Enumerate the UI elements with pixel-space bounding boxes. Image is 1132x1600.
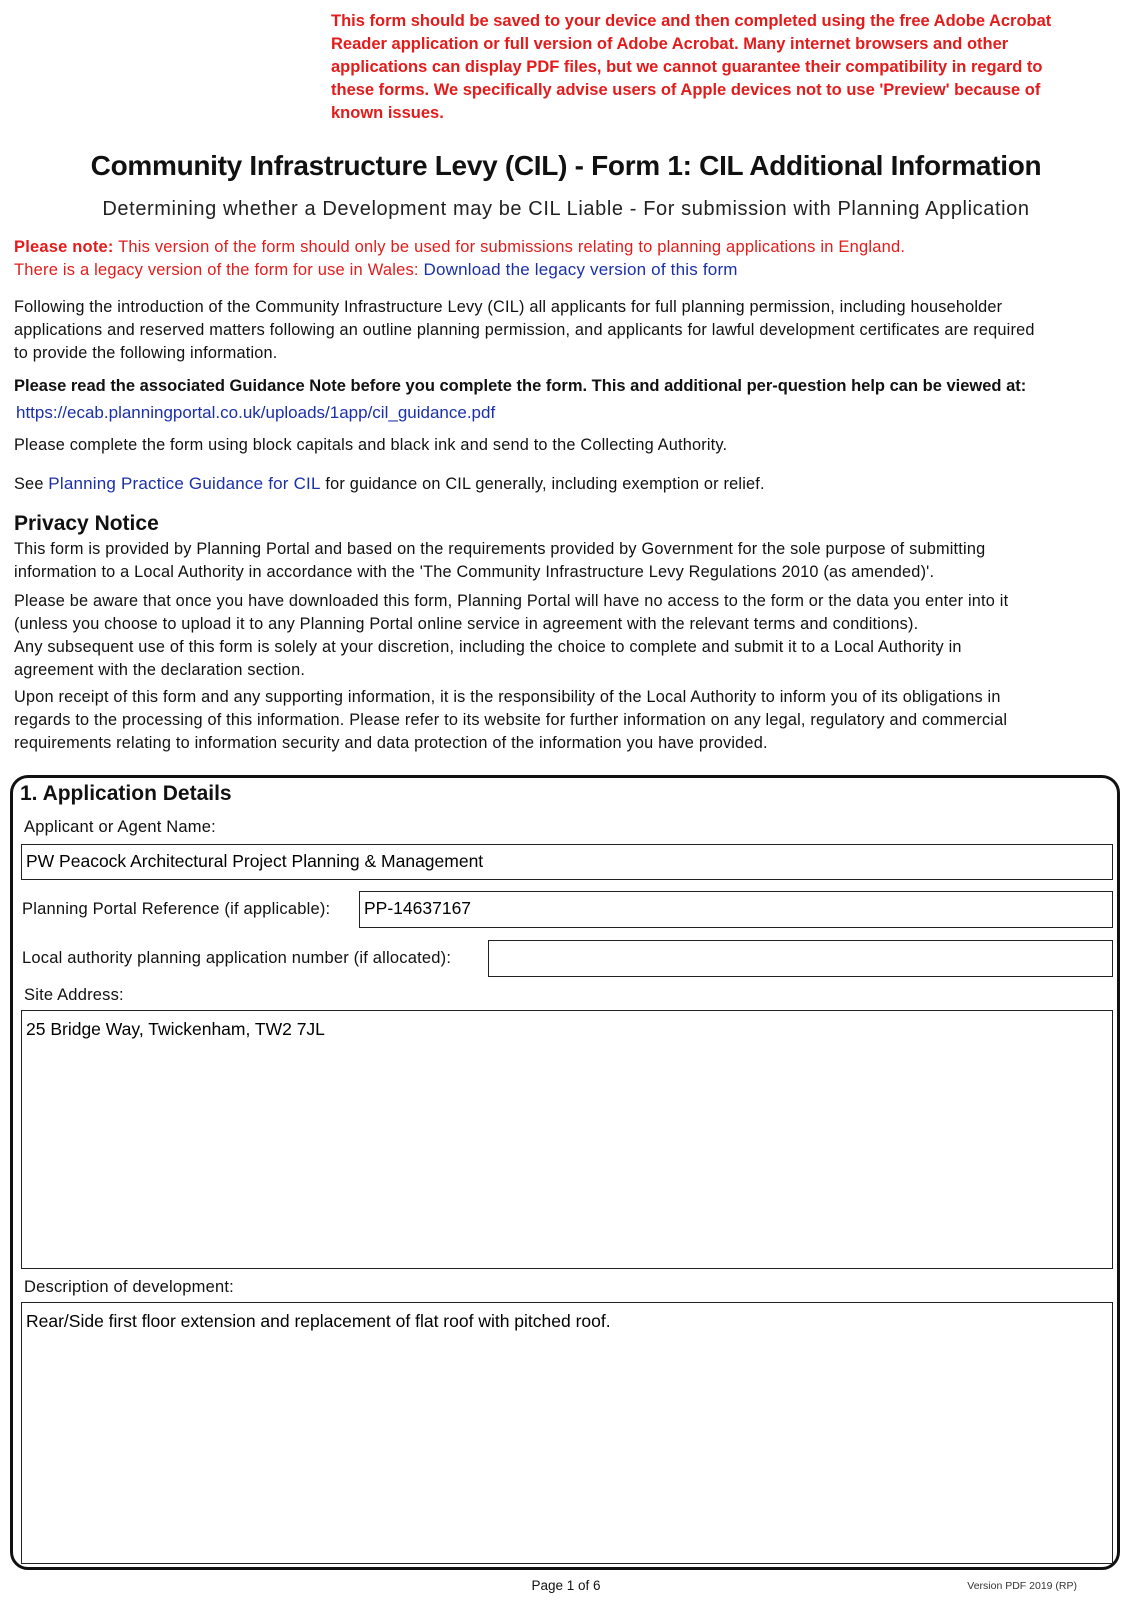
note-text: This version of the form should only be used for submissions relating to planning applications in England. — [113, 238, 906, 256]
warning-line: Reader application or full version of Adobe Acrobat. Many internet browsers and other — [331, 35, 1009, 53]
form-title: Community Infrastructure Levy (CIL) - Form 1: CIL Additional Information — [90, 150, 1042, 181]
intro-line: Following the introduction of the Community Infrastructure Levy (CIL) all applicants for full planning permission, including householder — [14, 298, 1003, 316]
intro-line: to provide the following information. — [14, 344, 278, 362]
privacy-line: information to a Local Authority in accordance with the 'The Community Infrastructure Levy Regulations 2010 (as amended)'. — [14, 563, 935, 581]
warning-line: This form should be saved to your device and then completed using the free Adobe Acrobat — [331, 12, 1052, 30]
privacy-heading: Privacy Notice — [14, 512, 159, 535]
form-subtitle: Determining whether a Development may be CIL Liable - For submission with Planning Application — [102, 198, 1030, 220]
legacy-text: There is a legacy version of the form for use in Wales: — [14, 261, 424, 279]
intro-line: applications and reserved matters following an outline planning permission, and applicants for lawful development certificates are required — [14, 321, 1035, 339]
device-warning — [331, 10, 1121, 125]
agent-name-label: Applicant or Agent Name: — [24, 818, 216, 836]
section-title: 1. Application Details — [20, 782, 232, 805]
site-address-field[interactable]: 25 Bridge Way, Twickenham, TW2 7JL — [21, 1010, 1113, 1269]
privacy-line: Please be aware that once you have downloaded this form, Planning Portal will have no access to the form or the data you enter into it — [14, 592, 1009, 610]
description-field[interactable]: Rear/Side first floor extension and replacement of flat roof with pitched roof. — [21, 1302, 1113, 1564]
site-address-label: Site Address: — [24, 986, 124, 1004]
privacy-line: requirements relating to information security and data protection of the information you have provided. — [14, 734, 768, 752]
privacy-paragraph-3 — [14, 686, 1119, 755]
privacy-line: agreement with the declaration section. — [14, 661, 306, 679]
block-capitals-instruction: Please complete the form using block capitals and black ink and send to the Collecting Authority. — [14, 436, 728, 454]
privacy-line: Upon receipt of this form and any supporting information, it is the responsibility of the Local Authority to inform you of its obligations in — [14, 688, 1001, 706]
see-rest-text: for guidance on CIL generally, including exemption or relief. — [320, 475, 765, 493]
guidance-link[interactable]: https://ecab.planningportal.co.uk/uploads/1app/cil_guidance.pdf — [16, 403, 496, 422]
privacy-paragraph-1 — [14, 538, 1119, 584]
la-application-number-field[interactable] — [488, 940, 1113, 977]
legacy-form-link[interactable]: Download the legacy version of this form — [423, 260, 738, 279]
warning-line: these forms. We specifically advise users of Apple devices not to use 'Preview' because of — [331, 81, 1041, 99]
privacy-line: regards to the processing of this information. Please refer to its website for further information on any legal, regulatory and commercial — [14, 711, 1008, 729]
page-number: Page 1 of 6 — [531, 1578, 601, 1593]
privacy-line: (unless you choose to upload it to any Planning Portal online service in agreement with the relevant terms and conditions). — [14, 615, 919, 633]
version-label: Version PDF 2019 (RP) — [967, 1580, 1077, 1592]
privacy-paragraph-2 — [14, 590, 1119, 682]
warning-line: applications can display PDF files, but we cannot guarantee their compatibility in regard to — [331, 58, 1043, 76]
intro-paragraph — [14, 296, 1119, 365]
guidance-instruction: Please read the associated Guidance Note before you complete the form. This and additional per-question help can be viewed at: — [14, 377, 1027, 395]
portal-reference-label: Planning Portal Reference (if applicable): — [22, 900, 331, 918]
portal-reference-field[interactable]: PP-14637167 — [359, 891, 1113, 928]
see-text: See — [14, 475, 49, 493]
england-note — [14, 238, 905, 257]
privacy-line: This form is provided by Planning Portal and based on the requirements provided by Government for the sole purpose of submitting — [14, 540, 986, 558]
la-application-number-label: Local authority planning application number (if allocated): — [22, 949, 452, 967]
note-label: Please note: — [14, 238, 114, 256]
see-guidance-line — [14, 472, 1119, 496]
agent-name-field[interactable]: PW Peacock Architectural Project Planning & Management — [21, 844, 1113, 880]
wales-note — [14, 260, 738, 280]
warning-line: known issues. — [331, 104, 444, 122]
ppg-cil-link[interactable]: Planning Practice Guidance for CIL — [48, 474, 321, 493]
privacy-line: Any subsequent use of this form is solely at your discretion, including the choice to complete and submit it to a Local Authority in — [14, 638, 962, 656]
description-label: Description of development: — [24, 1278, 234, 1296]
